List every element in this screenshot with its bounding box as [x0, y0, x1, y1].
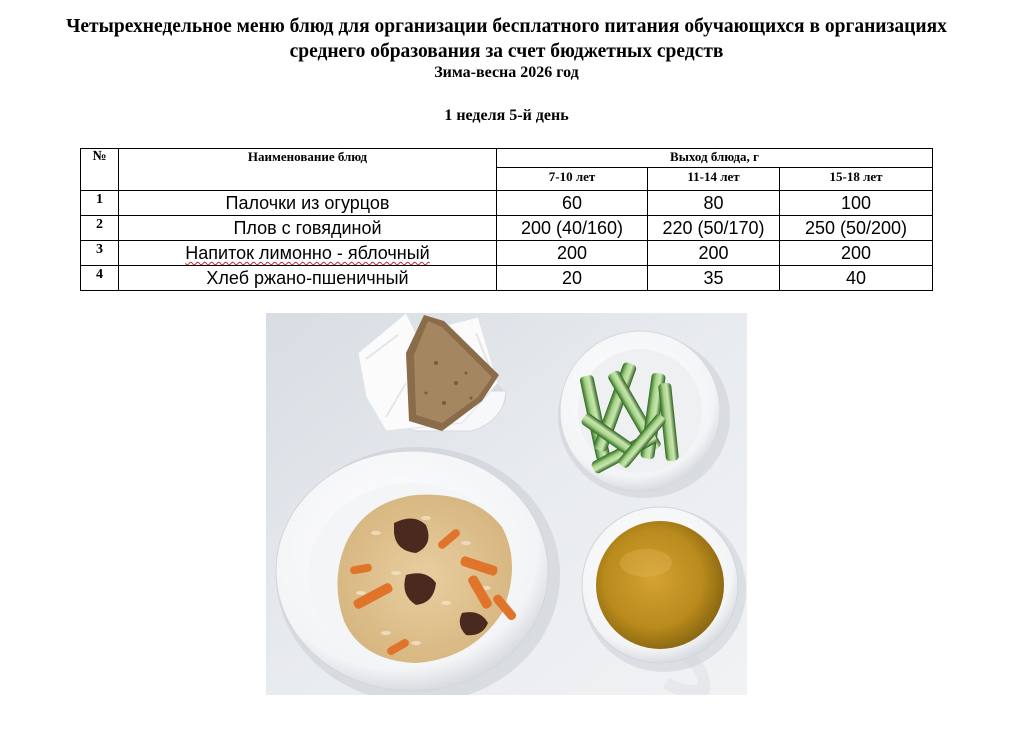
meal-photo [266, 313, 747, 695]
output-11-14: 220 (50/170) [648, 216, 780, 241]
output-7-10: 20 [497, 266, 648, 291]
pilaf-plate [276, 447, 560, 695]
header-output: Выход блюда, г [497, 149, 933, 168]
dish-name: Плов с говядиной [119, 216, 497, 241]
output-11-14: 35 [648, 266, 780, 291]
table-row [81, 241, 933, 266]
output-11-14: 200 [648, 241, 780, 266]
output-15-18: 200 [780, 241, 933, 266]
output-15-18: 40 [780, 266, 933, 291]
output-11-14: 80 [648, 191, 780, 216]
menu-table [80, 148, 933, 291]
header-dish-name: Наименование блюд [119, 149, 497, 191]
row-number: 4 [81, 266, 119, 291]
day-label: 1 неделя 5-й день [444, 107, 569, 124]
row-number: 1 [81, 191, 119, 216]
season-label: Зима-весна 2026 год [434, 64, 579, 81]
output-15-18: 100 [780, 191, 933, 216]
document-title-line2: среднего образования за счет бюджетных средств [289, 41, 724, 62]
lemon-apple-drink [596, 521, 724, 649]
dish-name: Напиток лимонно - яблочный [119, 241, 497, 266]
dish-name: Палочки из огурцов [119, 191, 497, 216]
table-row [81, 191, 933, 216]
header-age-15-18: 15-18 лет [780, 168, 933, 191]
output-7-10: 200 (40/160) [497, 216, 648, 241]
output-15-18: 250 (50/200) [780, 216, 933, 241]
dish-name: Хлеб ржано-пшеничный [119, 266, 497, 291]
row-number: 3 [81, 241, 119, 266]
table-row [81, 266, 933, 291]
document-title-line1: Четырехнедельное меню блюд для организации бесплатного питания обучающихся в организациях [66, 16, 947, 37]
header-number: № [81, 149, 119, 191]
table-row [81, 216, 933, 241]
output-7-10: 200 [497, 241, 648, 266]
header-age-11-14: 11-14 лет [648, 168, 780, 191]
output-7-10: 60 [497, 191, 648, 216]
row-number: 2 [81, 216, 119, 241]
header-age-7-10: 7-10 лет [497, 168, 648, 191]
